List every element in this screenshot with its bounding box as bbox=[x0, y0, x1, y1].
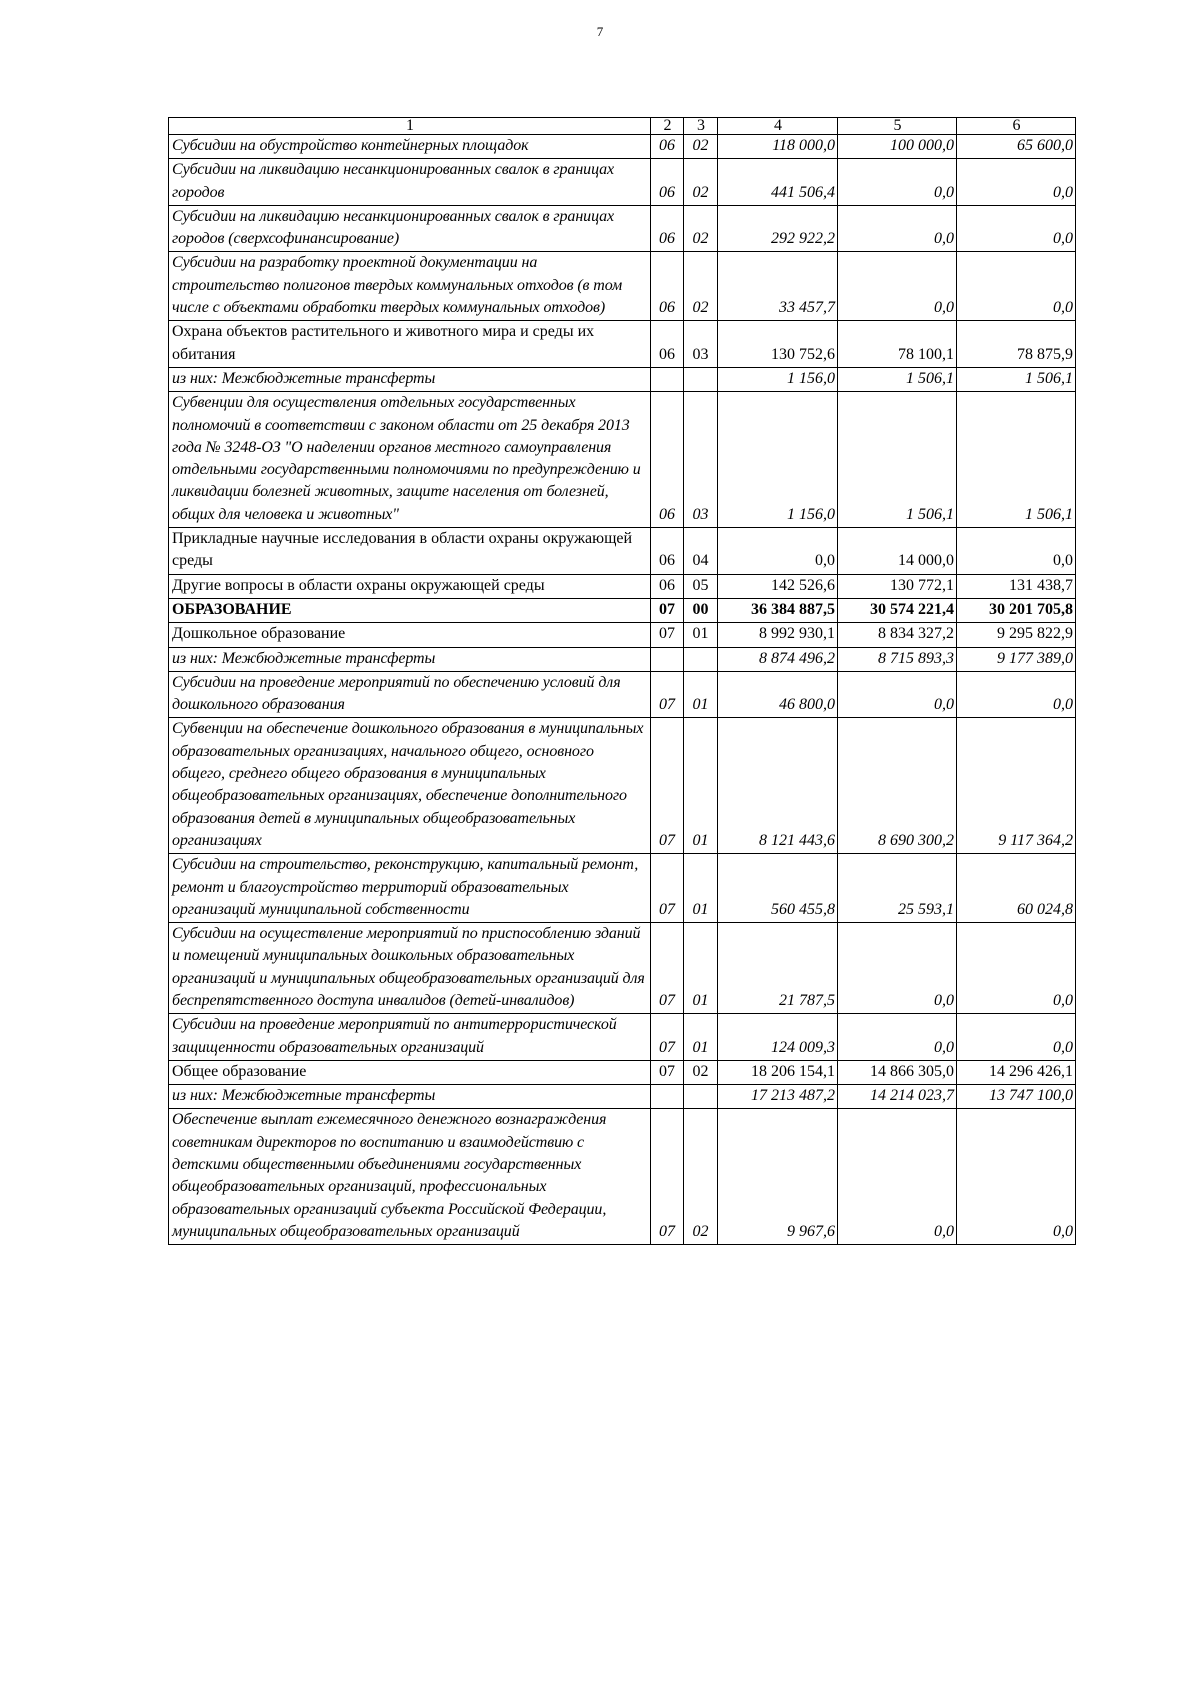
row-name-cell: Субсидии на ликвидацию несанкционированных свалок в границах городов bbox=[169, 159, 651, 206]
row-section-cell: 07 bbox=[651, 598, 684, 622]
table-row bbox=[169, 598, 1076, 622]
row-value-col6-cell: 1 506,1 bbox=[957, 392, 1076, 528]
row-section-cell bbox=[651, 1085, 684, 1109]
row-subsection-cell: 01 bbox=[684, 923, 718, 1014]
row-name-cell: Субсидии на проведение мероприятий по антитеррористической защищенности образовательных организаций bbox=[169, 1014, 651, 1061]
row-value-col4-cell: 560 455,8 bbox=[718, 854, 838, 923]
row-value-col5-cell: 14 866 305,0 bbox=[838, 1060, 957, 1084]
row-value-col4-cell: 17 213 487,2 bbox=[718, 1085, 838, 1109]
row-section-cell: 06 bbox=[651, 392, 684, 528]
row-value-col6-cell: 0,0 bbox=[957, 923, 1076, 1014]
table-row bbox=[169, 671, 1076, 718]
row-value-col5-cell: 25 593,1 bbox=[838, 854, 957, 923]
table-row bbox=[169, 367, 1076, 391]
table-row bbox=[169, 923, 1076, 1014]
row-name-cell: Субсидии на ликвидацию несанкционированных свалок в границах городов (сверхсофинансирование) bbox=[169, 205, 651, 252]
row-value-col5-cell: 8 834 327,2 bbox=[838, 623, 957, 647]
row-value-col4-cell: 124 009,3 bbox=[718, 1014, 838, 1061]
row-value-col6-cell: 78 875,9 bbox=[957, 321, 1076, 368]
row-section-cell: 06 bbox=[651, 321, 684, 368]
row-section-cell: 07 bbox=[651, 854, 684, 923]
table-row bbox=[169, 159, 1076, 206]
row-name-cell: Обеспечение выплат ежемесячного денежного вознаграждения советникам директоров по воспитанию и взаимодействию с детскими общественными объединениями государственных общеобразовательных организаций, профессиональных образовательных организаций субъекта Российской Федерации, муниципальных общеобразовательных организаций bbox=[169, 1109, 651, 1245]
row-subsection-cell: 02 bbox=[684, 1060, 718, 1084]
header-cell-5: 5 bbox=[838, 118, 957, 135]
row-name-cell: Общее образование bbox=[169, 1060, 651, 1084]
table-row bbox=[169, 647, 1076, 671]
table-row bbox=[169, 528, 1076, 575]
row-subsection-cell: 04 bbox=[684, 528, 718, 575]
row-value-col5-cell: 30 574 221,4 bbox=[838, 598, 957, 622]
table-row bbox=[169, 392, 1076, 528]
header-cell-4: 4 bbox=[718, 118, 838, 135]
table-row bbox=[169, 1109, 1076, 1245]
row-section-cell bbox=[651, 367, 684, 391]
row-name-cell: ОБРАЗОВАНИЕ bbox=[169, 598, 651, 622]
row-value-col4-cell: 18 206 154,1 bbox=[718, 1060, 838, 1084]
row-name-cell: из них: Межбюджетные трансферты bbox=[169, 367, 651, 391]
header-cell-3: 3 bbox=[684, 118, 718, 135]
row-value-col6-cell: 0,0 bbox=[957, 1109, 1076, 1245]
row-value-col4-cell: 1 156,0 bbox=[718, 392, 838, 528]
row-name-cell: Охрана объектов растительного и животного мира и среды их обитания bbox=[169, 321, 651, 368]
row-value-col5-cell: 0,0 bbox=[838, 923, 957, 1014]
row-section-cell: 07 bbox=[651, 718, 684, 854]
row-value-col5-cell: 8 690 300,2 bbox=[838, 718, 957, 854]
row-value-col6-cell: 0,0 bbox=[957, 1014, 1076, 1061]
table-row bbox=[169, 718, 1076, 854]
row-value-col5-cell: 0,0 bbox=[838, 671, 957, 718]
table-row bbox=[169, 252, 1076, 321]
page-number: 7 bbox=[596, 24, 604, 39]
row-value-col6-cell: 0,0 bbox=[957, 205, 1076, 252]
header-cell-6: 6 bbox=[957, 118, 1076, 135]
header-cell-2: 2 bbox=[651, 118, 684, 135]
row-value-col5-cell: 0,0 bbox=[838, 1109, 957, 1245]
header-row bbox=[169, 118, 1076, 135]
row-value-col6-cell: 0,0 bbox=[957, 671, 1076, 718]
row-value-col5-cell: 78 100,1 bbox=[838, 321, 957, 368]
table-body bbox=[169, 118, 1076, 1245]
row-subsection-cell bbox=[684, 1085, 718, 1109]
row-value-col5-cell: 8 715 893,3 bbox=[838, 647, 957, 671]
row-subsection-cell: 01 bbox=[684, 671, 718, 718]
table-row bbox=[169, 1014, 1076, 1061]
row-value-col4-cell: 8 121 443,6 bbox=[718, 718, 838, 854]
row-name-cell: Субсидии на строительство, реконструкцию, капитальный ремонт, ремонт и благоустройство территорий образовательных организаций муниципальной собственности bbox=[169, 854, 651, 923]
row-value-col4-cell: 21 787,5 bbox=[718, 923, 838, 1014]
row-value-col4-cell: 46 800,0 bbox=[718, 671, 838, 718]
row-subsection-cell bbox=[684, 367, 718, 391]
row-value-col5-cell: 0,0 bbox=[838, 1014, 957, 1061]
row-section-cell bbox=[651, 647, 684, 671]
row-value-col5-cell: 14 214 023,7 bbox=[838, 1085, 957, 1109]
row-value-col5-cell: 1 506,1 bbox=[838, 392, 957, 528]
row-section-cell: 07 bbox=[651, 671, 684, 718]
table-row bbox=[169, 1060, 1076, 1084]
row-section-cell: 07 bbox=[651, 1060, 684, 1084]
table-row bbox=[169, 574, 1076, 598]
row-value-col4-cell: 142 526,6 bbox=[718, 574, 838, 598]
row-value-col4-cell: 8 874 496,2 bbox=[718, 647, 838, 671]
header-cell-1: 1 bbox=[169, 118, 651, 135]
row-name-cell: Субсидии на разработку проектной документации на строительство полигонов твердых коммунальных отходов (в том числе с объектами обработки твердых коммунальных отходов) bbox=[169, 252, 651, 321]
row-subsection-cell: 02 bbox=[684, 159, 718, 206]
row-section-cell: 07 bbox=[651, 1109, 684, 1245]
row-name-cell: из них: Межбюджетные трансферты bbox=[169, 647, 651, 671]
row-value-col4-cell: 36 384 887,5 bbox=[718, 598, 838, 622]
row-value-col4-cell: 118 000,0 bbox=[718, 135, 838, 159]
row-name-cell: Прикладные научные исследования в области охраны окружающей среды bbox=[169, 528, 651, 575]
row-name-cell: Субсидии на осуществление мероприятий по приспособлению зданий и помещений муниципальных дошкольных образовательных организаций и муниципальных общеобразовательных организаций для беспрепятственного доступа инвалидов (детей-инвалидов) bbox=[169, 923, 651, 1014]
row-subsection-cell: 02 bbox=[684, 135, 718, 159]
row-value-col5-cell: 130 772,1 bbox=[838, 574, 957, 598]
table-row bbox=[169, 854, 1076, 923]
row-value-col5-cell: 0,0 bbox=[838, 252, 957, 321]
table-row bbox=[169, 1085, 1076, 1109]
row-value-col5-cell: 0,0 bbox=[838, 205, 957, 252]
row-section-cell: 06 bbox=[651, 135, 684, 159]
row-section-cell: 07 bbox=[651, 623, 684, 647]
row-value-col5-cell: 14 000,0 bbox=[838, 528, 957, 575]
row-subsection-cell bbox=[684, 647, 718, 671]
table-row bbox=[169, 321, 1076, 368]
table-row bbox=[169, 623, 1076, 647]
row-subsection-cell: 02 bbox=[684, 252, 718, 321]
row-value-col6-cell: 30 201 705,8 bbox=[957, 598, 1076, 622]
row-value-col5-cell: 100 000,0 bbox=[838, 135, 957, 159]
row-subsection-cell: 03 bbox=[684, 392, 718, 528]
row-value-col6-cell: 9 117 364,2 bbox=[957, 718, 1076, 854]
row-subsection-cell: 05 bbox=[684, 574, 718, 598]
row-value-col4-cell: 130 752,6 bbox=[718, 321, 838, 368]
row-value-col4-cell: 0,0 bbox=[718, 528, 838, 575]
row-value-col6-cell: 65 600,0 bbox=[957, 135, 1076, 159]
row-section-cell: 06 bbox=[651, 205, 684, 252]
row-value-col4-cell: 292 922,2 bbox=[718, 205, 838, 252]
row-value-col6-cell: 0,0 bbox=[957, 252, 1076, 321]
row-name-cell: Субвенции на обеспечение дошкольного образования в муниципальных образовательных организациях, начального общего, основного общего, среднего общего образования в муниципальных общеобразовательных организациях, обеспечение дополнительного образования детей в муниципальных общеобразовательных организациях bbox=[169, 718, 651, 854]
table-row bbox=[169, 205, 1076, 252]
row-value-col6-cell: 14 296 426,1 bbox=[957, 1060, 1076, 1084]
row-value-col6-cell: 60 024,8 bbox=[957, 854, 1076, 923]
row-value-col6-cell: 13 747 100,0 bbox=[957, 1085, 1076, 1109]
row-section-cell: 06 bbox=[651, 574, 684, 598]
row-name-cell: из них: Межбюджетные трансферты bbox=[169, 1085, 651, 1109]
row-subsection-cell: 01 bbox=[684, 623, 718, 647]
row-value-col6-cell: 1 506,1 bbox=[957, 367, 1076, 391]
row-subsection-cell: 02 bbox=[684, 205, 718, 252]
row-section-cell: 07 bbox=[651, 923, 684, 1014]
row-section-cell: 07 bbox=[651, 1014, 684, 1061]
row-value-col4-cell: 33 457,7 bbox=[718, 252, 838, 321]
row-value-col4-cell: 9 967,6 bbox=[718, 1109, 838, 1245]
row-section-cell: 06 bbox=[651, 159, 684, 206]
row-value-col5-cell: 1 506,1 bbox=[838, 367, 957, 391]
row-subsection-cell: 02 bbox=[684, 1109, 718, 1245]
row-subsection-cell: 01 bbox=[684, 1014, 718, 1061]
row-value-col6-cell: 131 438,7 bbox=[957, 574, 1076, 598]
row-value-col4-cell: 1 156,0 bbox=[718, 367, 838, 391]
table-row bbox=[169, 135, 1076, 159]
row-value-col5-cell: 0,0 bbox=[838, 159, 957, 206]
row-subsection-cell: 03 bbox=[684, 321, 718, 368]
row-value-col4-cell: 8 992 930,1 bbox=[718, 623, 838, 647]
row-name-cell: Дошкольное образование bbox=[169, 623, 651, 647]
budget-table bbox=[168, 117, 1076, 1245]
row-name-cell: Субвенции для осуществления отдельных государственных полномочий в соответствии с законом области от 25 декабря 2013 года № 3248-ОЗ "О наделении органов местного самоуправления отдельными государственными полномочиями по предупреждению и ликвидации болезней животных, защите населения от болезней, общих для человека и животных" bbox=[169, 392, 651, 528]
row-value-col6-cell: 9 295 822,9 bbox=[957, 623, 1076, 647]
row-value-col6-cell: 0,0 bbox=[957, 528, 1076, 575]
row-value-col4-cell: 441 506,4 bbox=[718, 159, 838, 206]
row-subsection-cell: 00 bbox=[684, 598, 718, 622]
row-name-cell: Субсидии на обустройство контейнерных площадок bbox=[169, 135, 651, 159]
row-section-cell: 06 bbox=[651, 252, 684, 321]
row-name-cell: Другие вопросы в области охраны окружающей среды bbox=[169, 574, 651, 598]
row-subsection-cell: 01 bbox=[684, 854, 718, 923]
row-subsection-cell: 01 bbox=[684, 718, 718, 854]
row-name-cell: Субсидии на проведение мероприятий по обеспечению условий для дошкольного образования bbox=[169, 671, 651, 718]
row-value-col6-cell: 0,0 bbox=[957, 159, 1076, 206]
row-value-col6-cell: 9 177 389,0 bbox=[957, 647, 1076, 671]
row-section-cell: 06 bbox=[651, 528, 684, 575]
